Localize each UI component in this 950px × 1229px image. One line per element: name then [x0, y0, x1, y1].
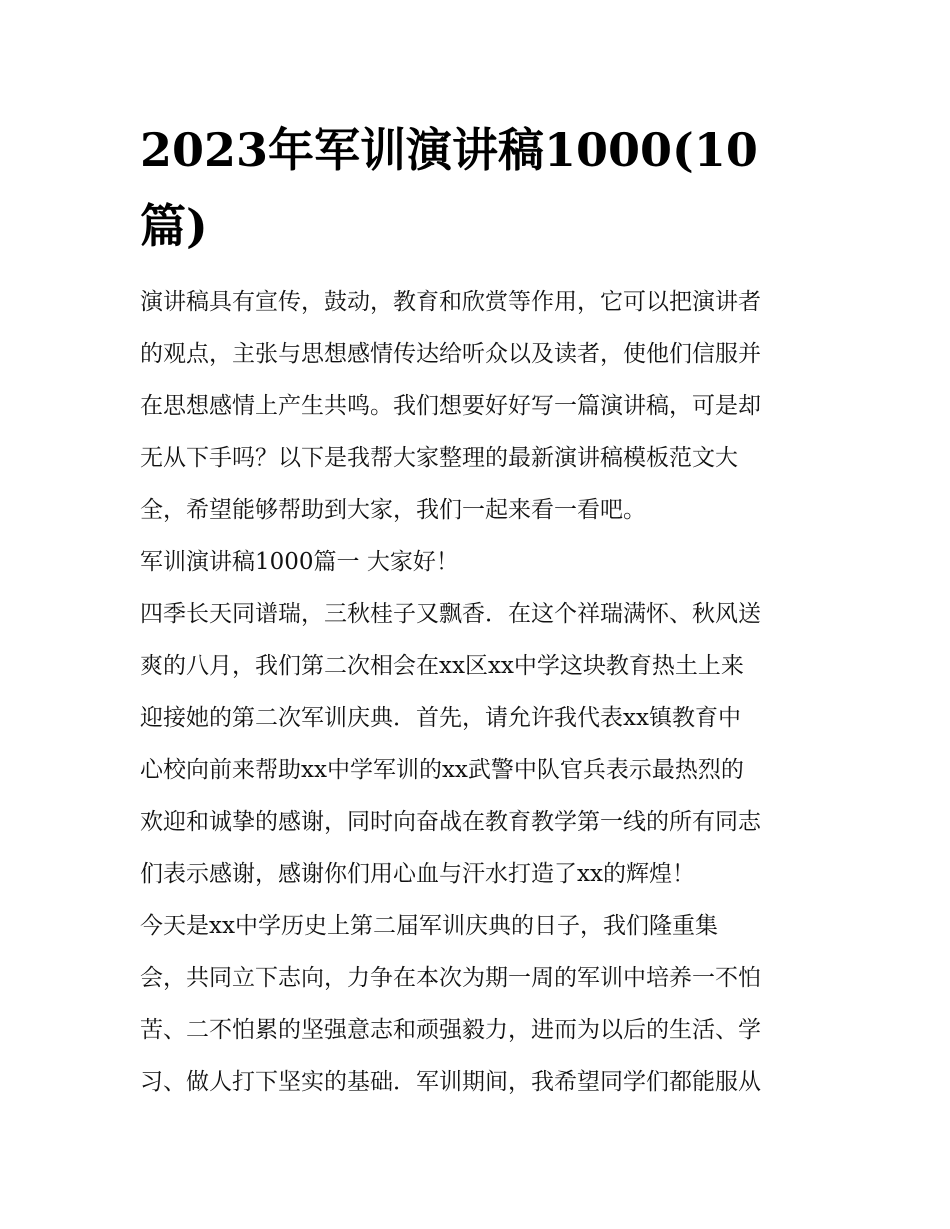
text-line: 会，共同立下志向，力争在本次为期一周的军训中培养一不怕 [140, 965, 761, 991]
title-line-2: 篇) [140, 199, 208, 253]
title-line-1: 2023年军训演讲稿1000(10 [140, 123, 758, 177]
document-title [140, 112, 820, 264]
text-line: 们表示感谢，感谢你们用心血与汗水打造了xx的辉煌！ [140, 861, 695, 887]
text-line: 演讲稿具有宣传，鼓动，教育和欣赏等作用，它可以把演讲者 [140, 289, 761, 315]
text-line: 在思想感情上产生共鸣。我们想要好好写一篇演讲稿，可是却 [140, 393, 761, 419]
text-line: 欢迎和诚挚的感谢，同时向奋战在教育教学第一线的所有同志 [140, 809, 761, 835]
text-line: 迎接她的第二次军训庆典．首先，请允许我代表xx镇教育中 [140, 705, 741, 731]
text-line: 爽的八月，我们第二次相会在xx区xx中学这块教育热土上来 [140, 653, 744, 679]
text-line: 心校向前来帮助xx中学军训的xx武警中队官兵表示最热烈的 [140, 757, 744, 783]
text-line: 全，希望能够帮助到大家，我们一起来看一看吧。 [140, 497, 646, 523]
text-line: 无从下手吗？以下是我帮大家整理的最新演讲稿模板范文大 [140, 445, 738, 471]
text-line: 习、做人打下坚实的基础．军训期间，我希望同学们都能服从 [140, 1069, 761, 1095]
section-heading: 军训演讲稿1000篇一 大家好！ [140, 549, 459, 575]
text-line: 的观点，主张与思想感情传达给听众以及读者，使他们信服并 [140, 341, 761, 367]
text-line: 苦、二不怕累的坚强意志和顽强毅力，进而为以后的生活、学 [140, 1017, 761, 1043]
document-body [140, 276, 815, 1108]
text-line: 四季长天同谱瑞，三秋桂子又飘香．在这个祥瑞满怀、秋风送 [140, 601, 761, 627]
text-line: 今天是xx中学历史上第二届军训庆典的日子，我们隆重集 [140, 913, 718, 939]
